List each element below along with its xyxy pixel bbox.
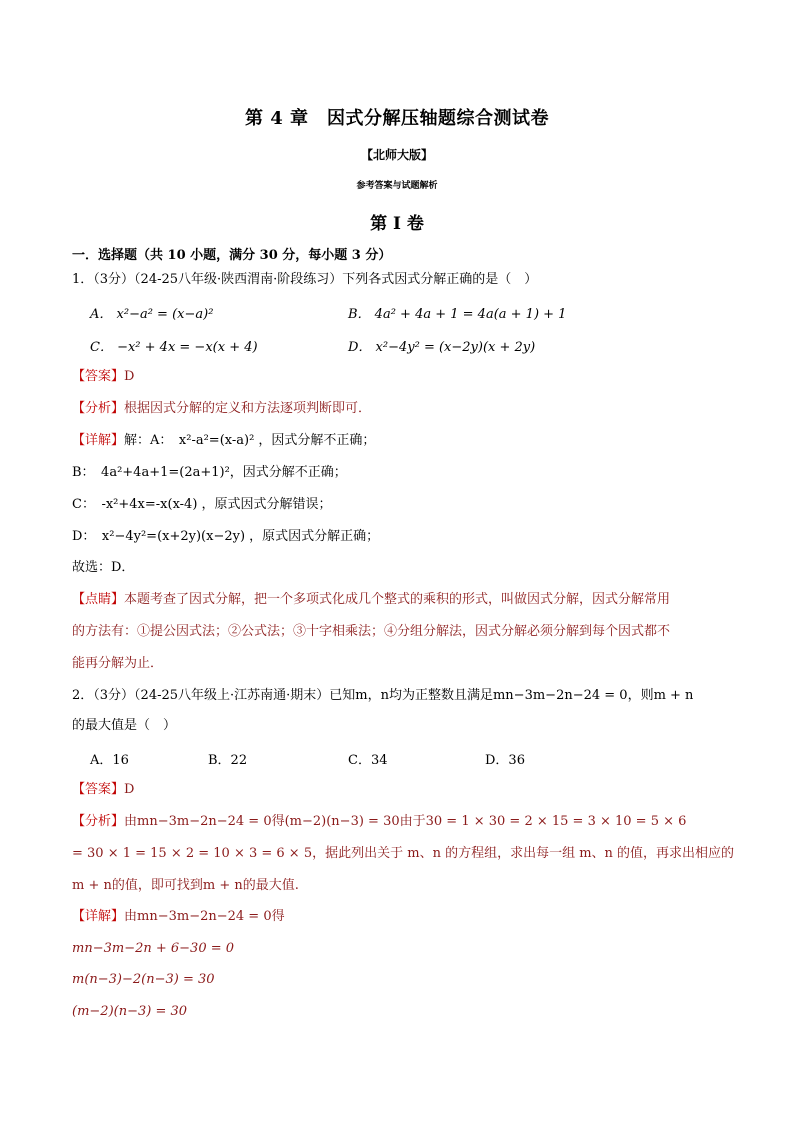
q1-option-a: A． x²−a² = (x−a)² xyxy=(90,307,214,322)
q1-comment-3: 能再分解为止． xyxy=(72,656,164,671)
q1-stem: 1．（3分）（24-25八年级·陕西渭南·阶段练习）下列各式因式分解正确的是（ ） xyxy=(72,272,538,287)
q1-answer xyxy=(72,368,134,386)
q2-option-d: D．36 xyxy=(485,753,525,768)
q2-stem-1: 2．（3分）（24-25八年级上·江苏南通·期末）已知m，n均为正整数且满足mn−3m−2n−24 = 0，则m + n xyxy=(72,688,694,703)
answer-note: 参考答案与试题解析 xyxy=(356,181,438,191)
detail-tag: 【详解】 xyxy=(72,909,125,924)
q1-comment-2: 的方法有：①提公因式法；②公式法；③十字相乘法；④分组分解法，因式分解必须分解到每个因式都不 xyxy=(72,624,671,639)
q2-analysis-3: m + n的值，即可找到m + n的最大值. xyxy=(72,878,299,893)
answer-tag: 【答案】 xyxy=(72,369,125,384)
q2-stem-2: 的最大值是（ ） xyxy=(72,718,177,733)
q2-analysis-2: = 30 × 1 = 15 × 2 = 10 × 3 = 6 × 5，据此列出关于 m、n 的方程组，求出每一组 m、n 的值，再求出相应的 xyxy=(72,846,735,861)
q1-option-b: B． 4a² + 4a + 1 = 4a(a + 1) + 1 xyxy=(348,307,567,322)
q2-option-b: B．22 xyxy=(208,753,248,768)
volume-heading: 第 I 卷 xyxy=(370,214,424,234)
q2-option-a: A．16 xyxy=(90,753,129,768)
q1-detail-3: C： -x²+4x=-x(x-4) ，原式因式分解错误； xyxy=(72,497,332,512)
detail-tag: 【详解】 xyxy=(72,433,125,448)
section-heading: 一．选择题（共 10 小题，满分 30 分，每小题 3 分） xyxy=(72,248,392,263)
q1-option-d: D． x²−4y² = (x−2y)(x + 2y) xyxy=(348,340,536,355)
q1-detail-1 xyxy=(72,432,375,450)
answer-tag: 【答案】 xyxy=(72,782,125,797)
analysis-tag: 【分析】 xyxy=(72,814,125,829)
analysis-text: 根据因式分解的定义和方法逐项判断即可． xyxy=(124,401,372,416)
answer-value: D xyxy=(124,782,135,797)
edition-label: 【北师大版】 xyxy=(360,148,433,162)
q1-option-c: C． −x² + 4x = −x(x + 4) xyxy=(90,340,258,355)
analysis-tag: 【分析】 xyxy=(72,401,125,416)
analysis-text: 由mn−3m−2n−24 = 0得(m−2)(n−3) = 30由于30 = 1 × 30 = 2 × 15 = 3 × 10 = 5 × 6 xyxy=(124,814,687,829)
comment-text: 本题考查了因式分解，把一个多项式化成几个整式的乘积的形式，叫做因式分解，因式分解常用 xyxy=(124,592,671,607)
q2-detail-1 xyxy=(72,908,285,926)
comment-tag: 【点睛】 xyxy=(72,592,125,607)
q2-detail-3: m(n−3)−2(n−3) = 30 xyxy=(72,972,215,987)
page-title: 第 4 章 因式分解压轴题综合测试卷 xyxy=(244,108,550,129)
q2-option-c: C．34 xyxy=(348,753,388,768)
q1-comment-1 xyxy=(72,591,670,609)
q1-detail-4: D： x²−4y²=(x+2y)(x−2y) ，原式因式分解正确； xyxy=(72,529,380,544)
q2-answer xyxy=(72,781,134,799)
q2-analysis-1 xyxy=(72,813,686,831)
answer-value: D xyxy=(124,369,135,384)
q1-detail-5: 故选：D． xyxy=(72,560,135,575)
detail-text: 解：A： x²-a²=(x-a)² ，因式分解不正确； xyxy=(124,433,376,448)
q2-detail-4: (m−2)(n−3) = 30 xyxy=(72,1004,188,1019)
detail-text: 由mn−3m−2n−24 = 0得 xyxy=(124,909,285,924)
q1-detail-2: B： 4a²+4a+1=(2a+1)²，因式分解不正确； xyxy=(72,465,347,480)
q2-detail-2: mn−3m−2n + 6−30 = 0 xyxy=(72,941,235,956)
q1-analysis xyxy=(72,400,371,418)
